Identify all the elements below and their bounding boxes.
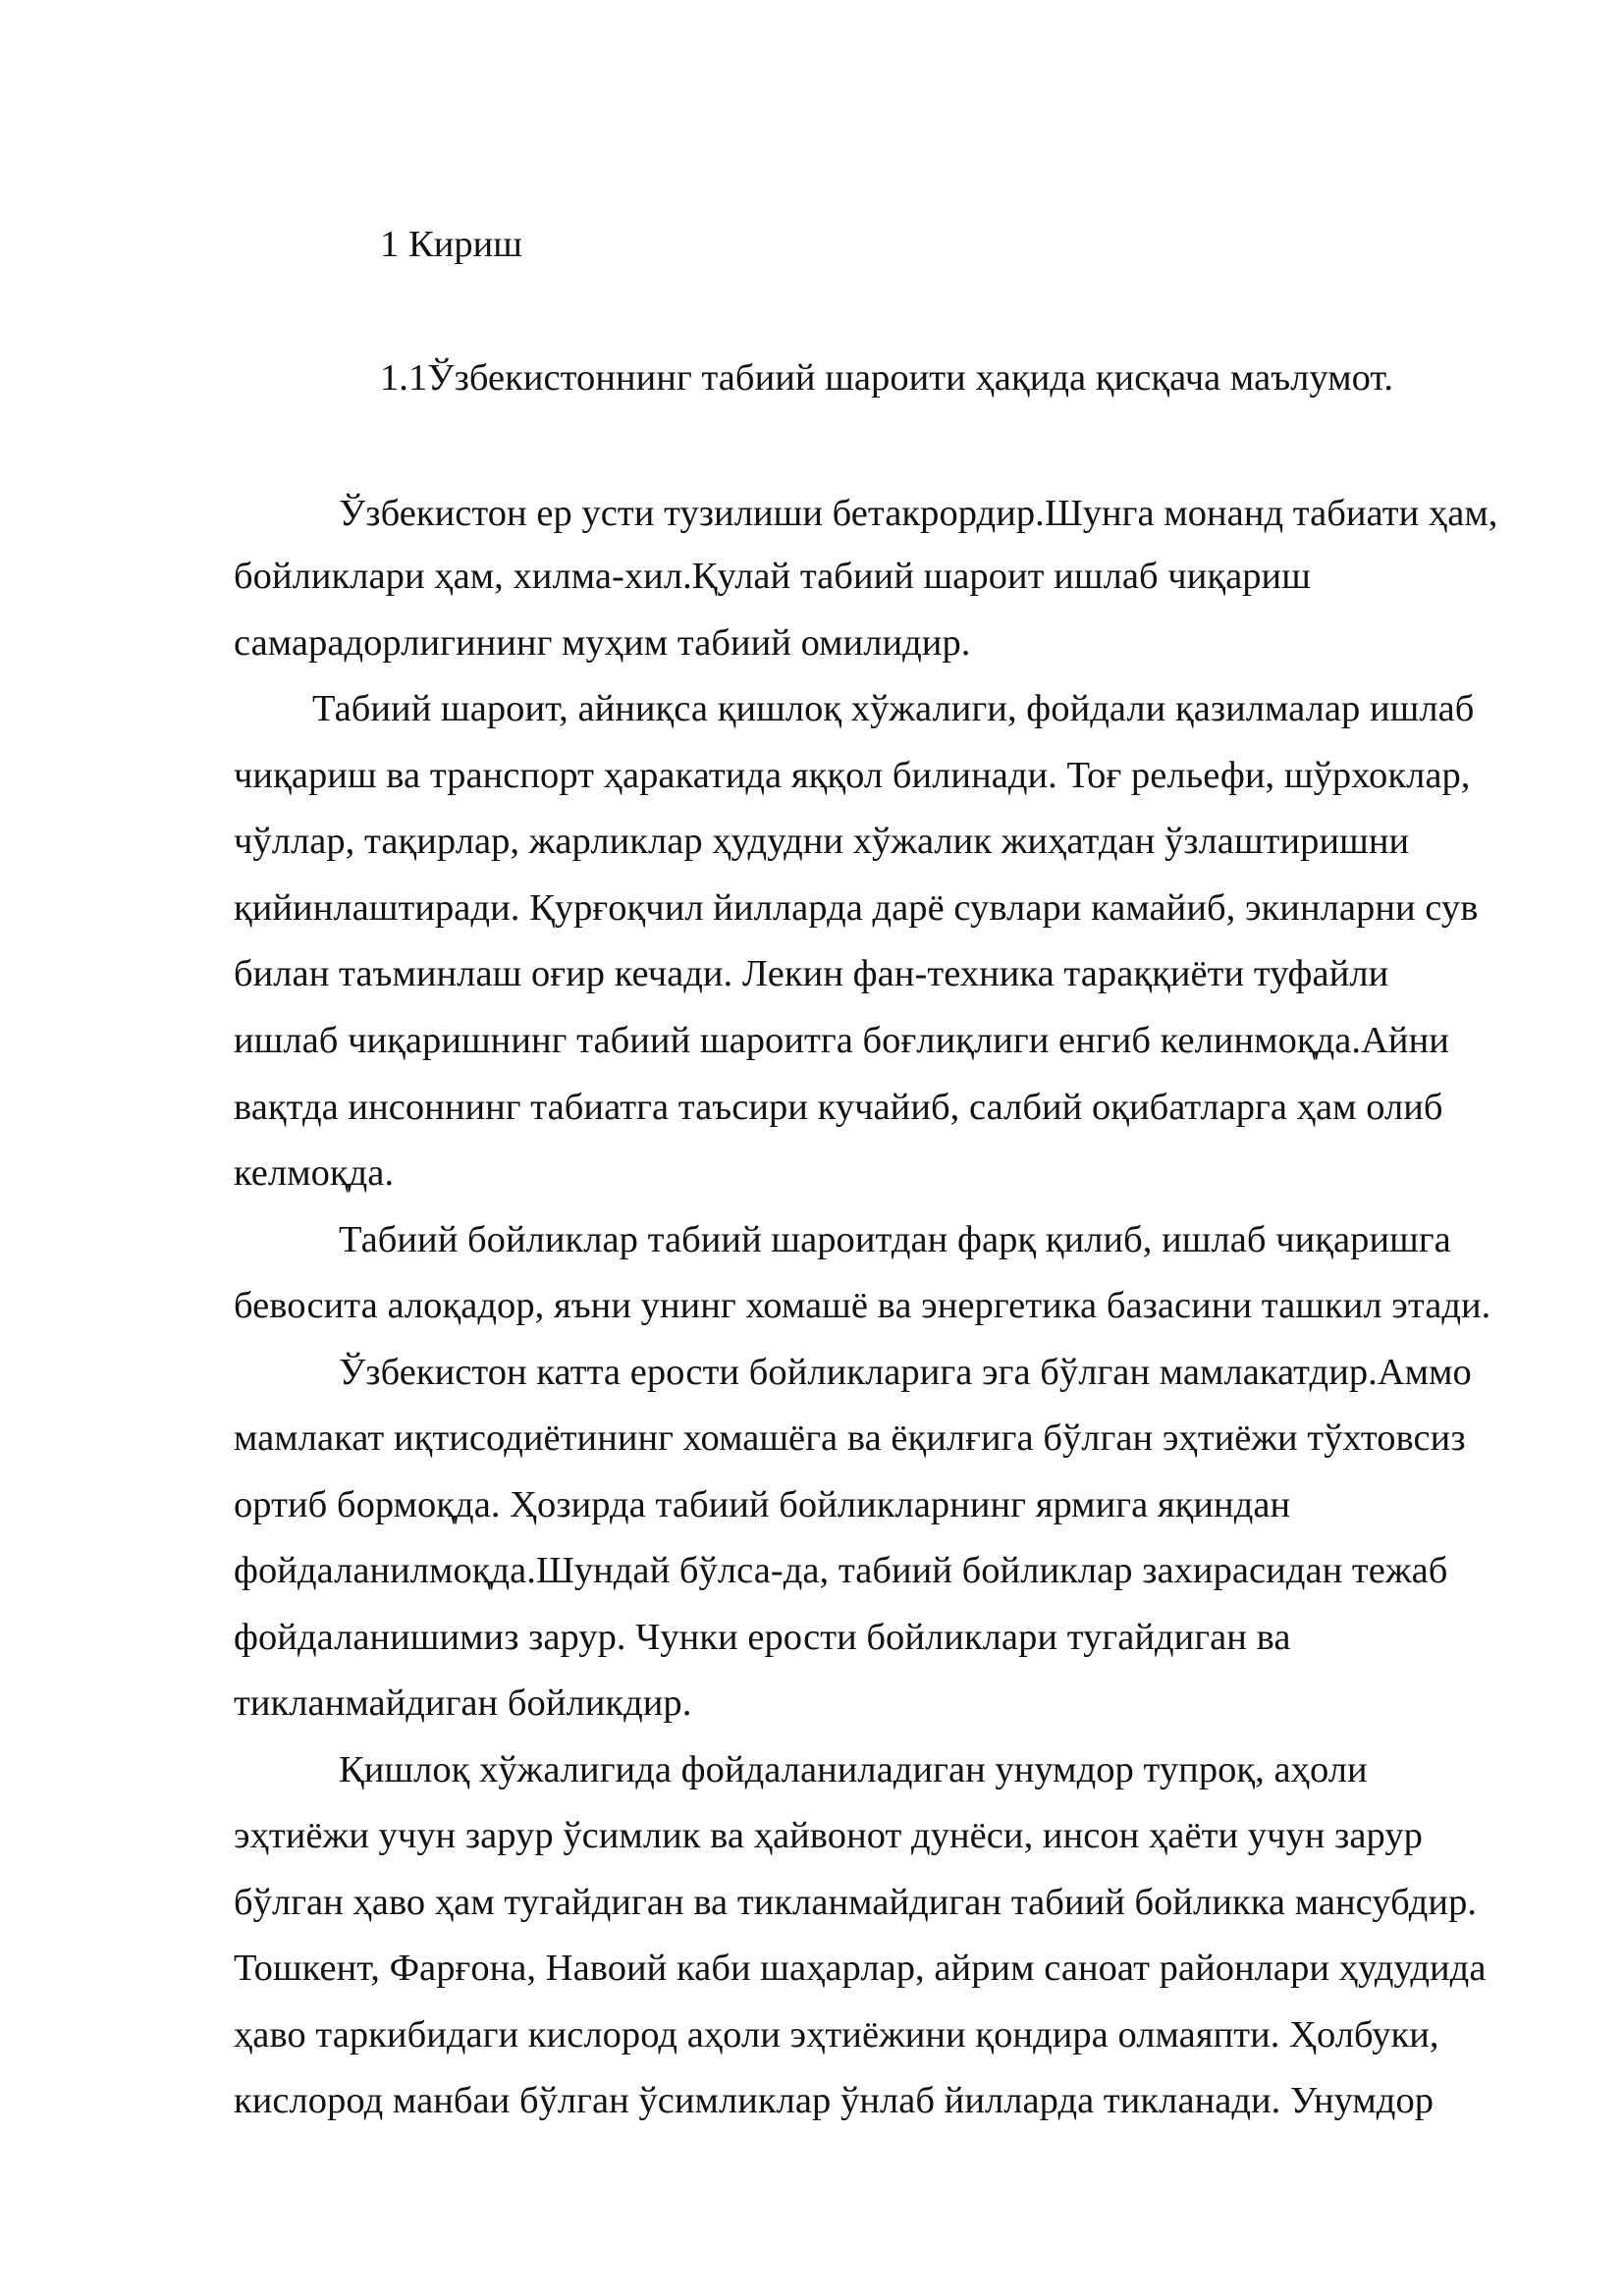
- body-line: ортиб бормоқда. Ҳозирда табиий бойликларнинг ярмига яқиндан: [234, 1484, 1291, 1525]
- body-line: қийинлаштиради. Қурғоқчил йилларда дарё сувлари камайиб, экинларни сув: [234, 887, 1479, 929]
- body-line: фойдаланишимиз зарур. Чунки ерости бойликлари тугайдиган ва: [234, 1617, 1291, 1658]
- body-line: Қишлоқ хўжалигида фойдаланиладиган унумдор тупроқ, аҳоли: [339, 1749, 1368, 1790]
- body-line: ишлаб чиқаришнинг табиий шароитга боғлиқлиги енгиб келинмоқда.Айни: [234, 1020, 1449, 1061]
- body-line: мамлакат иқтисодиётининг хомашёга ва ёқилғига бўлган эҳтиёжи тўхтовсиз: [234, 1417, 1466, 1459]
- body-line: Ўзбекистон ер усти тузилиши бетакрордир.Шунга монанд табиати ҳам,: [339, 493, 1498, 534]
- section-title: 1 Кириш: [380, 224, 523, 265]
- body-line: Ўзбекистон катта ерости бойликларига эга бўлган мамлакатдир.Аммо: [339, 1352, 1472, 1393]
- body-line: тикланмайдиган бойликдир.: [234, 1682, 692, 1724]
- body-line: Тошкент, Фарғона, Навоий каби шаҳарлар, айрим саноат районлари ҳудудида: [234, 1948, 1487, 1989]
- body-line: кислород манбаи бўлган ўсимликлар ўнлаб йилларда тикланади. Унумдор: [234, 2080, 1435, 2121]
- body-line: бойликлари ҳам, хилма-хил.Қулай табиий шароит ишлаб чиқариш: [234, 556, 1311, 597]
- body-line: чўллар, тақирлар, жарликлар ҳудудни хўжалик жиҳатдан ўзлаштиришни: [234, 821, 1410, 862]
- subsection-title: 1.1Ўзбекистоннинг табиий шароити ҳақида қисқача маълумот.: [380, 357, 1394, 399]
- body-line: самарадорлигининг муҳим табиий омилидир.: [234, 622, 971, 664]
- body-line: бўлган ҳаво ҳам тугайдиган ва тикланмайдиган табиий бойликка мансубдир.: [234, 1882, 1478, 1923]
- body-line: билан таъминлаш оғир кечади. Лекин фан-техника тараққиёти туфайли: [234, 953, 1389, 994]
- body-line: ҳаво таркибидаги кислород аҳоли эҳтиёжини қондира олмаяпти. Ҳолбуки,: [234, 2014, 1439, 2056]
- body-line: фойдаланилмоқда.Шундай бўлса-да, табиий бойликлар захирасидан тежаб: [234, 1550, 1448, 1591]
- body-line: вақтда инсоннинг табиатга таъсири кучайиб, салбий оқибатларга ҳам олиб: [234, 1087, 1443, 1128]
- body-line: чиқариш ва транспорт ҳаракатида яққол билинади. Тоғ рельефи, шўрхоклар,: [234, 755, 1471, 796]
- body-line: эҳтиёжи учун зарур ўсимлик ва ҳайвонот дунёси, инсон ҳаёти учун зарур: [234, 1815, 1423, 1856]
- body-line: бевосита алоқадор, яъни унинг хомашё ва энергетика базасини ташкил этади.: [234, 1285, 1491, 1326]
- body-line: Табиий бойликлар табиий шароитдан фарқ қилиб, ишлаб чиқаришга: [339, 1219, 1451, 1260]
- body-line: келмоқда.: [234, 1152, 395, 1194]
- body-line: Табиий шароит, айниқса қишлоқ хўжалиги, фойдали қазилмалар ишлаб: [312, 688, 1475, 729]
